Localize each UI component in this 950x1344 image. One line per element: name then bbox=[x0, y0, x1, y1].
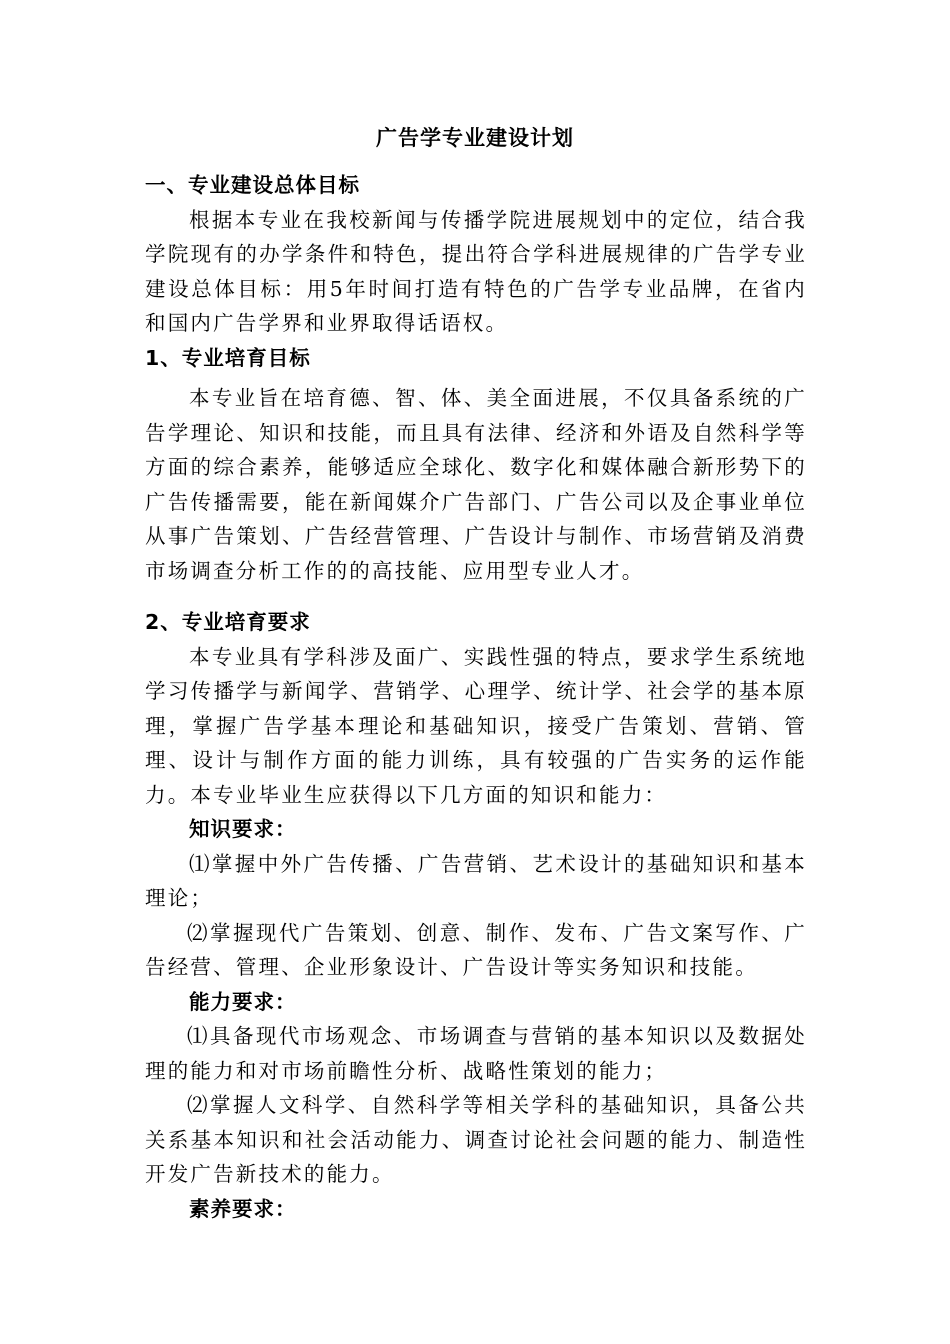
paragraph-training-requirements: 本专业具有学科涉及面广、实践性强的特点，要求学生系统地学习传播学与新闻学、营销学、心理学、统计学、社会学的基本原理，掌握广告学基本理论和基础知识，接受广告策划、营销、管理、设计与制作方面的能力训练，具有较强的广告实务的运作能力。本专业毕业生应获得以下几方面的知识和能力： bbox=[145, 644, 807, 807]
document-body bbox=[145, 168, 807, 1226]
paragraph-training-goal: 本专业旨在培育德、智、体、美全面进展，不仅具备系统的广告学理论、知识和技能，而且具有法律、经济和外语及自然科学等方面的综合素养，能够适应全球化、数字化和媒体融合新形势下的广告传播需要，能在新闻媒介广告部门、广告公司以及企事业单位从事广告策划、广告经营管理、广告设计与制作、市场营销及消费市场调查分析工作的的高技能、应用型专业人才。 bbox=[145, 386, 807, 583]
section-heading-training-goal: 1、专业培育目标 bbox=[145, 345, 311, 370]
section-heading-overall-goal: 一、专业建设总体目标 bbox=[145, 173, 360, 197]
list-item-ability-1: ⑴具备现代市场观念、市场调查与营销的基本知识以及数据处理的能力和对市场前瞻性分析、战略性策划的能力； bbox=[145, 1024, 807, 1083]
section-heading-training-requirements: 2、专业培育要求 bbox=[145, 610, 311, 634]
list-item-ability-2: ⑵掌握人文科学、自然科学等相关学科的基础知识，具备公共关系基本知识和社会活动能力、调查讨论社会问题的能力、制造性开发广告新技术的能力。 bbox=[145, 1093, 807, 1186]
list-item-knowledge-1: ⑴掌握中外广告传播、广告营销、艺术设计的基础知识和基本理论； bbox=[145, 851, 807, 910]
list-item-knowledge-2: ⑵掌握现代广告策划、创意、制作、发布、广告文案写作、广告经营、管理、企业形象设计、广告设计等实务知识和技能。 bbox=[145, 920, 807, 979]
subheading-quality: 素养要求： bbox=[189, 1196, 297, 1221]
subheading-ability: 能力要求： bbox=[189, 989, 297, 1014]
paragraph-overall-goal: 根据本专业在我校新闻与传播学院进展规划中的定位，结合我学院现有的办学条件和特色，提出符合学科进展规律的广告学专业建设总体目标：用5年时间打造有特色的广告学专业品牌，在省内和国内广告学界和业界取得话语权。 bbox=[145, 207, 807, 335]
subheading-knowledge: 知识要求： bbox=[189, 817, 297, 841]
document-title: 广告学专业建设计划 bbox=[376, 126, 574, 150]
